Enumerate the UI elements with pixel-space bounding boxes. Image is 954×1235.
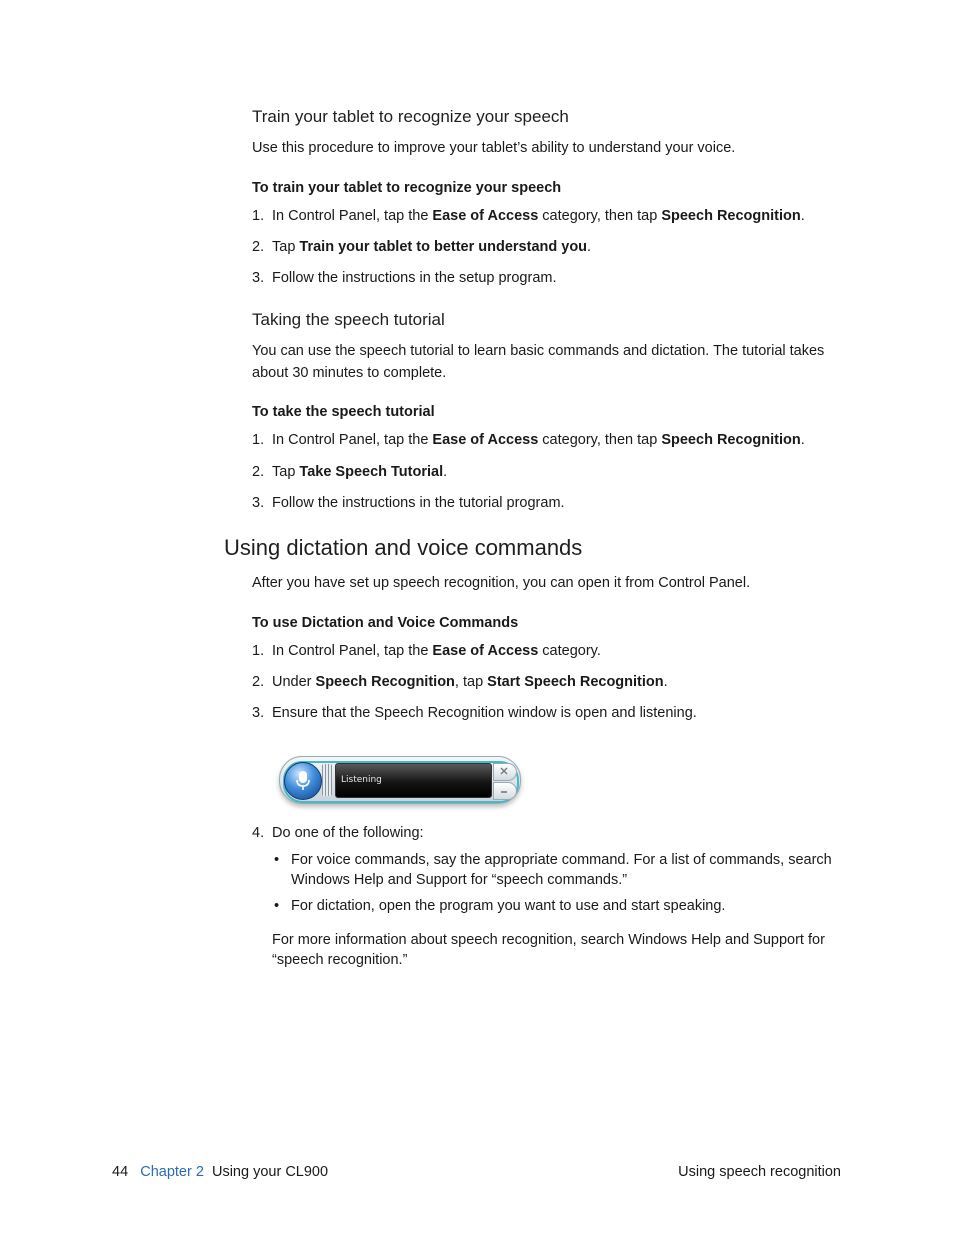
step-number: 2. xyxy=(252,674,265,690)
step-number: 1. xyxy=(252,432,265,448)
more-info-line1: For more information about speech recognition, search Windows Help and Support for xyxy=(272,932,825,948)
step-text: Follow the instructions in the tutorial program. xyxy=(272,495,565,511)
step-text: In Control Panel, tap the xyxy=(272,208,433,224)
bullet-text-line1: For voice commands, say the appropriate command. For a list of commands, search xyxy=(291,852,832,868)
step-number: 3. xyxy=(252,270,265,286)
procedure-title-train: To train your tablet to recognize your speech xyxy=(252,180,562,196)
more-info-paragraph xyxy=(272,930,825,970)
step-text: category. xyxy=(538,643,601,659)
step-text: Tap xyxy=(272,464,300,480)
step-text: In Control Panel, tap the xyxy=(272,432,433,448)
step-bold-term: Ease of Access xyxy=(432,643,539,659)
step-text: In Control Panel, tap the xyxy=(272,643,433,659)
step-dictation-1 xyxy=(252,643,601,659)
step-tutorial-2 xyxy=(252,464,447,480)
bullet-item-dictation xyxy=(274,896,726,916)
step-number: 4. xyxy=(252,825,265,841)
step-bold-term: Ease of Access xyxy=(432,432,539,448)
step-text: . xyxy=(663,674,668,690)
section-heading-dictation: Using dictation and voice commands xyxy=(224,535,583,560)
step-number: 1. xyxy=(252,208,265,224)
step-bold-term: Take Speech Tutorial xyxy=(299,464,444,480)
section-intro-train: Use this procedure to improve your tablet’s ability to understand your voice. xyxy=(252,140,736,156)
bullet-marker: • xyxy=(274,852,280,868)
step-number: 3. xyxy=(252,495,265,511)
bullet-item-voice xyxy=(274,850,832,890)
section-intro-tutorial-line1: You can use the speech tutorial to learn basic commands and dictation. The tutorial takes xyxy=(252,343,825,359)
step-bold-term: Speech Recognition xyxy=(661,432,801,448)
bullet-text: For dictation, open the program you want to use and start speaking. xyxy=(291,898,726,914)
step-train-3 xyxy=(252,270,557,286)
step-number: 2. xyxy=(252,464,265,480)
bullet-text-line2: Windows Help and Support for “speech commands.” xyxy=(291,872,628,888)
step-number: 2. xyxy=(252,239,265,255)
step-tutorial-1 xyxy=(252,432,805,448)
step-text: , tap xyxy=(454,674,488,690)
widget-frame xyxy=(279,756,521,804)
chapter-title: Using your CL900 xyxy=(211,1164,329,1180)
status-text: Listening xyxy=(341,775,382,785)
procedure-title-dictation: To use Dictation and Voice Commands xyxy=(252,615,519,631)
step-tutorial-3 xyxy=(252,495,565,511)
step-text: Ensure that the Speech Recognition window is open and listening. xyxy=(272,705,697,721)
step-text: Do one of the following: xyxy=(272,825,424,841)
step-text: . xyxy=(587,239,592,255)
step-text: Under xyxy=(272,674,316,690)
step-text: category, then tap xyxy=(538,432,662,448)
step-train-1 xyxy=(252,208,805,224)
step-text: . xyxy=(800,432,805,448)
minimize-icon xyxy=(493,782,517,800)
step-bold-term: Speech Recognition xyxy=(315,674,455,690)
step-train-2 xyxy=(252,239,591,255)
page-footer-left xyxy=(112,1164,328,1180)
speech-recognition-widget xyxy=(279,754,521,804)
section-intro-tutorial-line2: about 30 minutes to complete. xyxy=(252,365,447,381)
step-dictation-4 xyxy=(252,825,424,841)
step-text: Tap xyxy=(272,239,300,255)
step-number: 3. xyxy=(252,705,265,721)
step-dictation-3 xyxy=(252,705,697,721)
section-intro-dictation: After you have set up speech recognition, you can open it from Control Panel. xyxy=(252,575,751,591)
bullet-marker: • xyxy=(274,898,280,914)
step-text: . xyxy=(800,208,805,224)
microphone-icon xyxy=(284,762,322,800)
section-heading-tutorial: Taking the speech tutorial xyxy=(252,310,445,329)
close-icon xyxy=(493,763,517,781)
status-display xyxy=(335,763,492,798)
step-bold-term: Train your tablet to better understand you xyxy=(299,239,588,255)
chapter-label: Chapter 2 xyxy=(140,1164,204,1180)
step-dictation-2 xyxy=(252,674,668,690)
page-number: 44 xyxy=(112,1164,129,1180)
grip-handle xyxy=(322,764,332,796)
more-info-line2: “speech recognition.” xyxy=(272,952,408,968)
step-bold-term: Start Speech Recognition xyxy=(487,674,664,690)
step-text: category, then tap xyxy=(538,208,662,224)
page-footer-section: Using speech recognition xyxy=(678,1164,841,1180)
step-text: . xyxy=(443,464,448,480)
step-number: 1. xyxy=(252,643,265,659)
step-bold-term: Ease of Access xyxy=(432,208,539,224)
procedure-title-tutorial: To take the speech tutorial xyxy=(252,404,435,420)
step-bold-term: Speech Recognition xyxy=(661,208,801,224)
step-text: Follow the instructions in the setup program. xyxy=(272,270,557,286)
section-heading-train: Train your tablet to recognize your speech xyxy=(252,107,569,126)
